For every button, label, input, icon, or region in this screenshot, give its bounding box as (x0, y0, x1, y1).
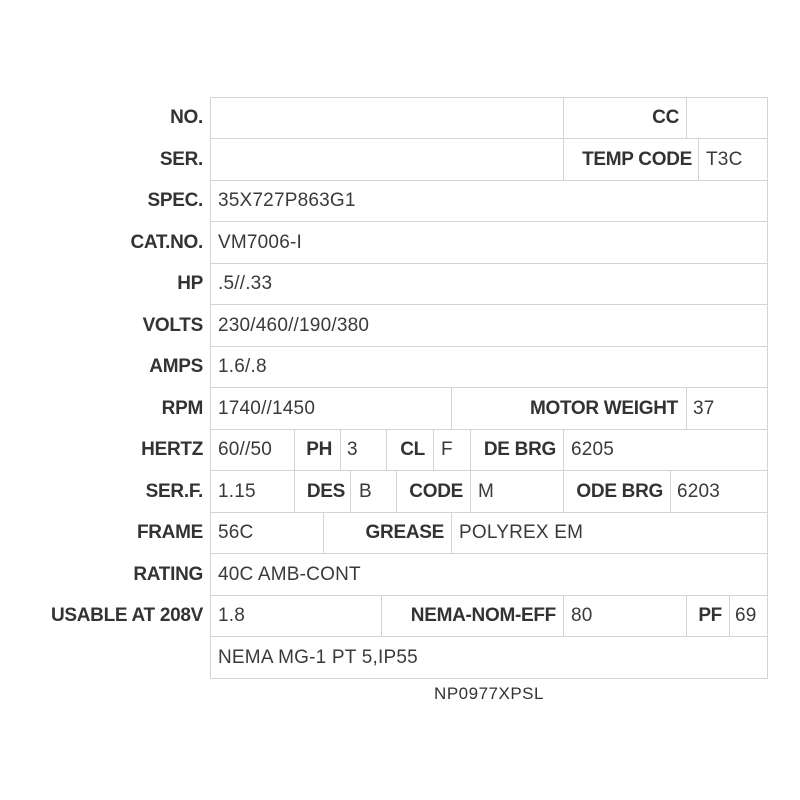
rating-value: 40C AMB-CONT (218, 564, 361, 585)
pf-label: PF (698, 605, 722, 626)
temp-code-label: TEMP CODE (582, 149, 692, 170)
volts-label: VOLTS (142, 315, 203, 336)
usable-at-208v-value: 1.8 (218, 605, 246, 626)
motor-weight-value: 37 (693, 398, 715, 419)
spec-value: 35X727P863G1 (218, 190, 356, 211)
frame-label: FRAME (136, 522, 203, 543)
grease-label: GREASE (365, 522, 444, 543)
des-value: B (359, 481, 372, 502)
des-label: DES (306, 481, 345, 502)
amps-label: AMPS (149, 356, 203, 377)
de-brg-value: 6205 (571, 439, 615, 460)
catno-value: VM7006-I (218, 232, 302, 253)
cc-label: CC (652, 107, 679, 128)
serf-value: 1.15 (218, 481, 256, 502)
nema-standard-note: NEMA MG-1 PT 5,IP55 (218, 647, 418, 668)
rpm-label: RPM (161, 398, 203, 419)
ph-value: 3 (347, 439, 358, 460)
catno-label: CAT.NO. (130, 232, 203, 253)
nema-nom-eff-label: NEMA-NOM-EFF (410, 605, 556, 626)
hertz-label: HERTZ (141, 439, 203, 460)
ph-label: PH (306, 439, 332, 460)
usable-at-208v-label: USABLE AT 208V (50, 605, 203, 626)
grease-value: POLYREX EM (459, 522, 584, 543)
hp-value: .5//.33 (218, 273, 273, 294)
hertz-value: 60//50 (218, 439, 273, 460)
volts-value: 230/460//190/380 (218, 315, 370, 336)
code-label: CODE (409, 481, 463, 502)
amps-value: 1.6/.8 (218, 356, 267, 377)
ode-brg-label: ODE BRG (576, 481, 663, 502)
no-label: NO. (170, 107, 203, 128)
code-value: M (478, 481, 495, 502)
spec-label: SPEC. (147, 190, 203, 211)
motor-weight-label: MOTOR WEIGHT (529, 398, 678, 419)
frame-value: 56C (218, 522, 254, 543)
serf-label: SER.F. (145, 481, 203, 502)
nema-nom-eff-value: 80 (571, 605, 593, 626)
cl-value: F (441, 439, 453, 460)
ode-brg-value: 6203 (677, 481, 721, 502)
temp-code-value: T3C (706, 149, 743, 170)
cl-label: CL (400, 439, 425, 460)
rating-label: RATING (133, 564, 203, 585)
rpm-value: 1740//1450 (218, 398, 316, 419)
pf-value: 69 (735, 605, 757, 626)
de-brg-label: DE BRG (483, 439, 556, 460)
part-number: NP0977XPSL (434, 684, 544, 703)
ser-label: SER. (159, 149, 203, 170)
hp-label: HP (177, 273, 203, 294)
